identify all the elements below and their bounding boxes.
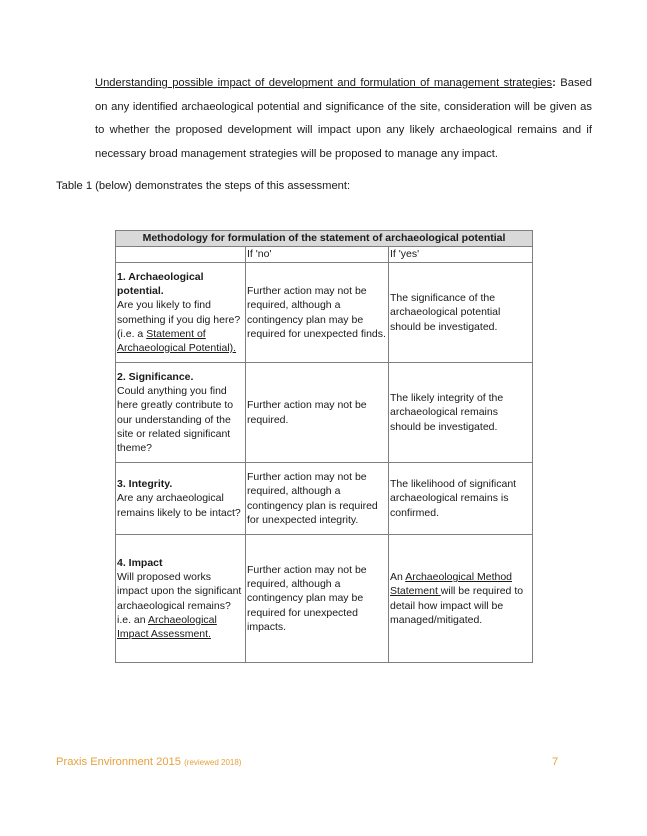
page-number: 7 (552, 756, 559, 768)
row-if-yes (389, 535, 533, 663)
intro-heading: Understanding possible impact of development and formulation of management strategies (95, 77, 553, 89)
header-if-no: If 'no' (246, 247, 389, 263)
header-blank (116, 247, 246, 263)
table-row (116, 363, 533, 463)
row-question-text: Are any archaeological remains likely to be intact? (117, 492, 241, 519)
impact-assessment-link[interactable]: Archaeological Impact Assessment. (117, 613, 217, 640)
intro-body: Based on any identified archaeological potential and significance of the site, consideration will be given as to whether the proposed development will impact upon any likely archaeological remains and if necessary broad management strategies will be proposed to manage any impact. (95, 77, 592, 160)
header-if-yes: If 'yes' (389, 247, 533, 263)
table-row (116, 463, 533, 535)
yes-prefix: An (390, 571, 406, 584)
row-question (116, 263, 246, 363)
method-statement-link[interactable]: Archaeological Method Statement (390, 571, 513, 598)
row-title: 1. Archaeological potential. (117, 270, 204, 298)
row-question-text: Could anything you find here greatly contribute to our understanding of the site or related significant theme? (117, 385, 234, 454)
row-question-text: Are you likely to find something if you dig here? (i.e. a (117, 299, 241, 340)
footer-left (56, 756, 241, 768)
table-row (116, 263, 533, 363)
row-if-yes: The likelihood of significant archaeological remains is confirmed. (389, 463, 533, 535)
row-title: 2. Significance. (117, 370, 194, 383)
statement-link[interactable]: Statement of Archaeological Potential). (117, 327, 237, 354)
row-title: 4. Impact (117, 556, 163, 569)
footer-company: Praxis Environment 2015 (56, 756, 185, 768)
table-title: Methodology for formulation of the statement of archaeological potential (116, 231, 533, 247)
table-intro: Table 1 (below) demonstrates the steps of this assessment: (56, 180, 351, 192)
footer-reviewed: (reviewed 2018) (184, 758, 242, 767)
row-question (116, 463, 246, 535)
row-if-no: Further action may not be required. (246, 363, 389, 463)
yes-suffix: will be required to detail how impact will be managed/mitigated. (390, 585, 524, 626)
row-if-no: Further action may not be required, although a contingency plan may be required for unexpected impacts. (246, 535, 389, 663)
row-if-yes: The significance of the archaeological potential should be investigated. (389, 263, 533, 363)
intro-colon: : (552, 77, 556, 89)
row-title: 3. Integrity. (117, 478, 173, 491)
row-if-no: Further action may not be required, although a contingency plan is required for unexpected integrity. (246, 463, 389, 535)
row-question-text: Will proposed works impact upon the significant archaeological remains? i.e. an (117, 571, 242, 626)
row-if-yes: The likely integrity of the archaeological remains should be investigated. (389, 363, 533, 463)
row-question (116, 363, 246, 463)
row-if-no: Further action may not be required, although a contingency plan may be required for unexpected finds. (246, 263, 389, 363)
methodology-table (115, 230, 533, 663)
row-question (116, 535, 246, 663)
intro-paragraph (95, 72, 592, 166)
table-row (116, 535, 533, 663)
